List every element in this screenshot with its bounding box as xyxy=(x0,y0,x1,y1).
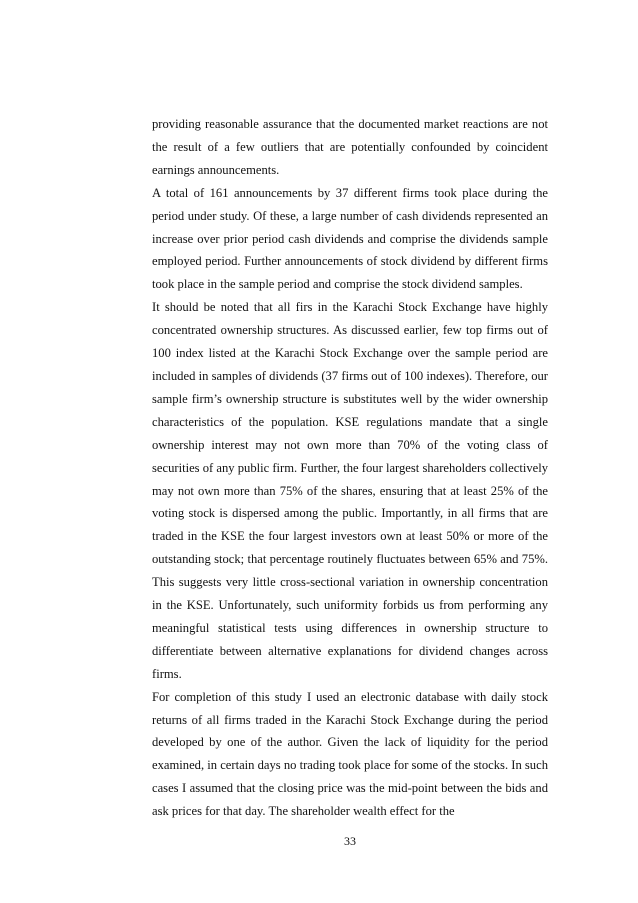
paragraph-announcements-sample: A total of 161 announcements by 37 different firms took place during the period under study. Of these, a large number of cash dividends represented an increase over prior period cash dividends and comprise the dividends sample employed period. Further announcements of stock dividend by different firms took place in the sample period and comprise the stock dividend samples. xyxy=(152,185,548,292)
paragraph-database-returns: For completion of this study I used an electronic database with daily stock returns of all firms traded in the Karachi Stock Exchange during the period developed by one of the author. Given the lack of liquidity for the period examined, in certain days no trading took place for some of the stocks. In such cases I assumed that the closing price was the mid-point between the bids and ask prices for that day. The shareholder wealth effect for the xyxy=(152,689,548,819)
body-text xyxy=(152,113,548,823)
paragraph-outliers-continuation: providing reasonable assurance that the documented market reactions are not the result of a few outliers that are potentially confounded by coincident earnings announcements. xyxy=(152,117,548,177)
paragraph-ownership-structure: It should be noted that all firs in the Karachi Stock Exchange have highly concentrated ownership structures. As discussed earlier, few top firms out of 100 index listed at the Karachi Stock Exchange over the sample period are included in samples of dividends (37 firms out of 100 indexes). Therefore, our sample firm’s ownership structure is substitutes well by the wider ownership characteristics of the population. KSE regulations mandate that a single ownership interest may not own more than 70% of the voting class of securities of any public firm. Further, the four largest shareholders collectively may not own more than 75% of the shares, ensuring that at least 25% of the voting stock is dispersed among the public. Importantly, in all firms that are traded in the KSE the four largest investors own at least 50% or more of the outstanding stock; that percentage routinely fluctuates between 65% and 75%. This suggests very little cross-sectional variation in ownership concentration in the KSE. Unfortunately, such uniformity forbids us from performing any meaningful statistical tests using differences in ownership structure to differentiate between alternative explanations for dividend changes across firms. xyxy=(152,300,548,681)
page-number: 33 xyxy=(344,834,356,848)
